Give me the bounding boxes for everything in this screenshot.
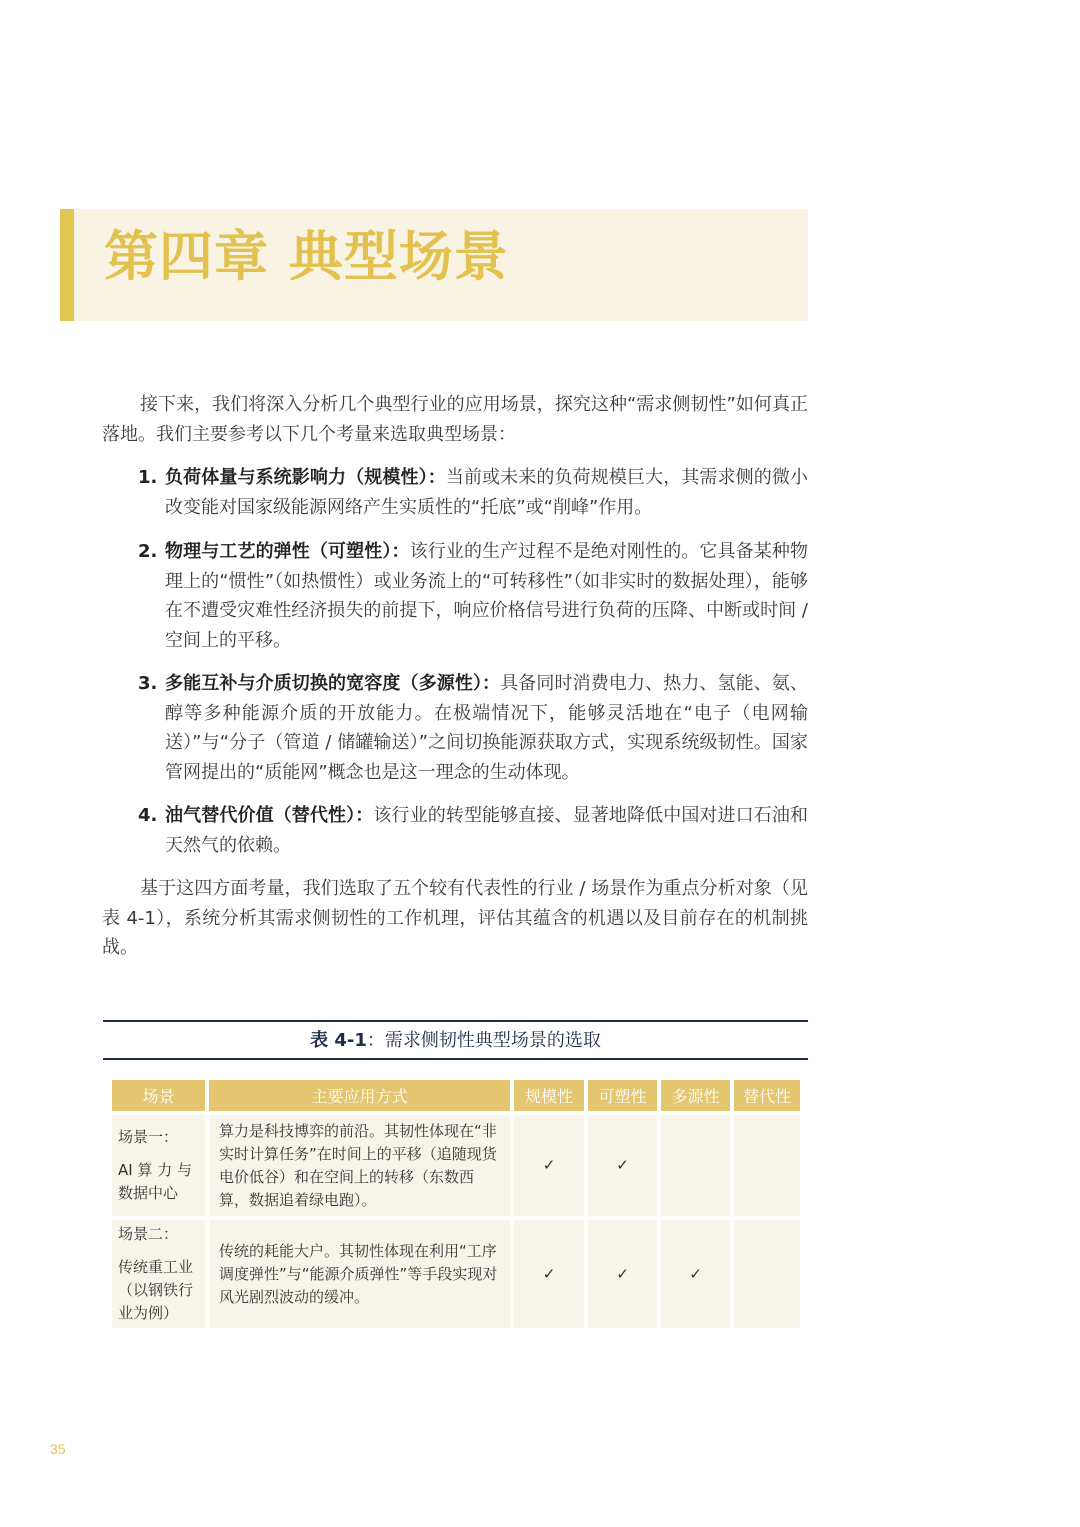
scene-name: AI 算 力 与数据中心 [118, 1161, 192, 1202]
chapter-accent-bar [60, 209, 74, 321]
scene-cell [112, 1220, 205, 1328]
application-cell: 算力是科技博弈的前沿。其韧性体现在“非实时计算任务”在时间上的平移（追随现货电价低谷）和在空间上的转移（东数西算，数据追着绿电跑）。 [209, 1115, 510, 1216]
criteria-item-3 [138, 669, 808, 787]
header-scale: 规模性 [514, 1080, 584, 1111]
check-mark-scale: ✓ [514, 1115, 584, 1216]
scene-name: 传统重工业（以钢铁行业为例） [118, 1258, 194, 1322]
criteria-lead: 多能互补与介质切换的宽容度（多源性）： [165, 673, 501, 694]
criteria-text: 当前或未来的负荷规模巨大，其需求侧的微小改变能对国家级能源网络产生实质性的“托底”或“削峰”作用。 [165, 467, 808, 518]
check-mark-plasticity: ✓ [588, 1220, 657, 1328]
header-multisource: 多源性 [661, 1080, 730, 1111]
check-mark-multisource: ✓ [661, 1220, 730, 1328]
intro-paragraph: 接下来，我们将深入分析几个典型行业的应用场景，探究这种“需求侧韧性”如何真正落地。我们主要参考以下几个考量来选取典型场景： [102, 394, 808, 445]
page-number: 35 [50, 1441, 66, 1457]
header-application: 主要应用方式 [209, 1080, 510, 1111]
summary-paragraph: 基于这四方面考量，我们选取了五个较有代表性的行业 / 场景作为重点分析对象（见表 4-1），系统分析其需求侧韧性的工作机理，评估其蕴含的机遇以及目前存在的机制挑战。 [102, 878, 808, 958]
criteria-text: 具备同时消费电力、热力、氢能、氨、醇等多种能源介质的开放能力。在极端情况下，能够灵活地在“电子（电网输送）”与“分子（管道 / 储罐输送）”之间切换能源获取方式，实现系统级韧性。国家管网提出的“质能网”概念也是这一理念的生动体现。 [165, 673, 808, 783]
scene-number: 场景二： [118, 1225, 179, 1243]
header-substitution: 替代性 [734, 1080, 800, 1111]
header-scene: 场景 [112, 1080, 205, 1111]
criteria-item-2 [138, 537, 808, 655]
caption-bottom-rule [103, 1058, 808, 1060]
criteria-text: 该行业的转型能够直接、显著地降低中国对进口石油和天然气的依赖。 [165, 805, 809, 856]
criteria-number: 1. [138, 467, 158, 488]
criteria-lead: 负荷体量与系统影响力（规模性）： [165, 467, 446, 488]
scenario-table [108, 1076, 804, 1332]
table-caption-block [103, 1020, 808, 1060]
application-cell: 传统的耗能大户。其韧性体现在利用“工序调度弹性”与“能源介质弹性”等手段实现对风光剧烈波动的缓冲。 [209, 1220, 510, 1328]
criteria-item-4 [138, 801, 808, 860]
criteria-number: 4. [138, 805, 158, 826]
check-mark-scale: ✓ [514, 1220, 584, 1328]
criteria-lead: 油气替代价值（替代性）： [165, 805, 374, 826]
check-mark-substitution [734, 1220, 800, 1328]
chapter-title: 第四章 典型场景 [104, 225, 509, 288]
check-mark-multisource [661, 1115, 730, 1216]
criteria-text: 该行业的生产过程不是绝对刚性的。它具备某种物理上的“惯性”（如热惯性）或业务流上的“可转移性”（如非实时的数据处理），能够在不遭受灾难性经济损失的前提下，响应价格信号进行负荷的压降、中断或时间 / 空间上的平移。 [165, 541, 809, 651]
chapter-header [60, 209, 808, 321]
scene-number: 场景一： [118, 1128, 179, 1146]
table-row [112, 1115, 800, 1216]
table-row [112, 1220, 800, 1328]
table-caption [103, 1022, 808, 1058]
table-caption-text: ：需求侧韧性典型场景的选取 [366, 1030, 601, 1051]
criteria-number: 3. [138, 673, 158, 694]
check-mark-substitution [734, 1115, 800, 1216]
criteria-lead: 物理与工艺的弹性（可塑性）： [165, 541, 410, 562]
criteria-number: 2. [138, 541, 158, 562]
check-mark-plasticity: ✓ [588, 1115, 657, 1216]
table-header-row [112, 1080, 800, 1111]
scene-cell [112, 1115, 205, 1216]
criteria-item-1 [138, 463, 808, 522]
table-caption-label: 表 4-1 [310, 1030, 367, 1051]
header-plasticity: 可塑性 [588, 1080, 657, 1111]
